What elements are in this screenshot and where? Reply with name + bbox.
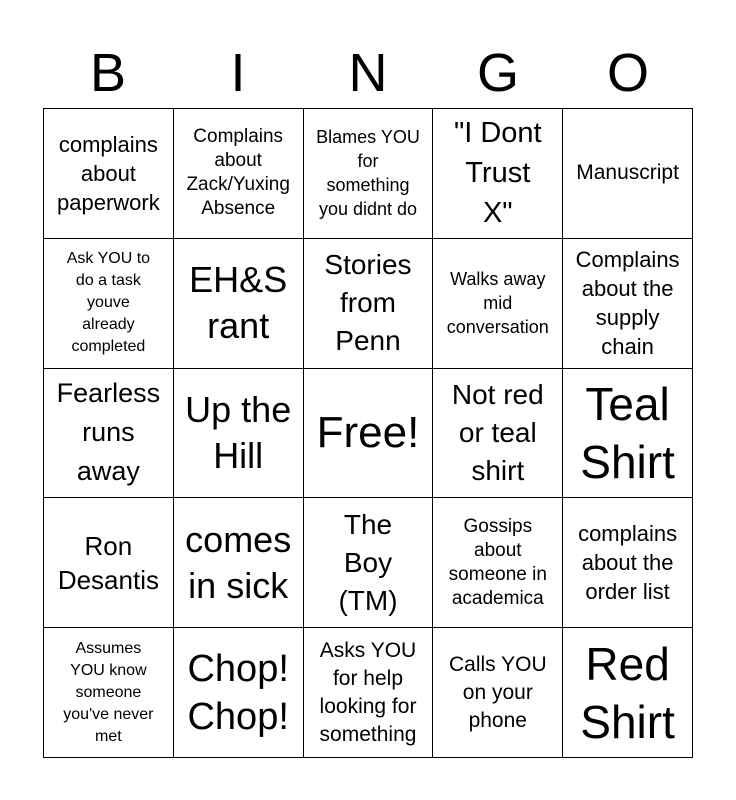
cell-text: Chop! Chop! — [187, 647, 289, 738]
cell-text: Stories from Penn — [324, 249, 412, 357]
bingo-cell[interactable] — [174, 369, 304, 499]
header-letter-o: O — [606, 43, 649, 103]
cell-text: Teal Shirt — [580, 377, 675, 488]
header-letter-g: G — [476, 43, 519, 103]
bingo-card — [43, 108, 693, 758]
bingo-cell[interactable] — [304, 239, 434, 369]
bingo-cell[interactable] — [174, 628, 304, 758]
header-letter-i: I — [230, 43, 246, 103]
bingo-cell[interactable] — [44, 369, 174, 499]
cell-text: Up the Hill — [185, 388, 292, 476]
bingo-cell[interactable] — [563, 498, 693, 628]
cell-text: Asks YOU for help looking for something — [319, 638, 417, 746]
cell-text: Complains about Zack/Yuxing Absence — [186, 126, 290, 220]
cell-text: Calls YOU on your phone — [448, 652, 547, 732]
bingo-cell[interactable] — [433, 498, 563, 628]
cell-text: Ron Desantis — [57, 530, 159, 595]
cell-text: Assumes YOU know someone you've never met — [63, 639, 154, 745]
bingo-cell[interactable] — [174, 239, 304, 369]
cell-text: Walks away mid conversation — [446, 269, 549, 338]
header-letter-b: B — [89, 43, 127, 103]
cell-text: complains about paperwork — [57, 131, 160, 215]
bingo-cell[interactable] — [563, 369, 693, 499]
bingo-cell[interactable] — [304, 369, 434, 499]
cell-text: Manuscript — [576, 161, 679, 185]
bingo-cell[interactable] — [433, 369, 563, 499]
bingo-cell[interactable] — [174, 498, 304, 628]
bingo-cell[interactable] — [304, 628, 434, 758]
bingo-cell[interactable] — [44, 628, 174, 758]
cell-text: Free! — [316, 407, 420, 457]
cell-text: "I Dont Trust X" — [453, 117, 542, 230]
bingo-cell[interactable] — [433, 109, 563, 239]
bingo-cell[interactable] — [44, 239, 174, 369]
bingo-header — [43, 38, 693, 108]
cell-text: Red Shirt — [580, 637, 675, 748]
cell-text: Complains about the supply chain — [575, 247, 680, 360]
bingo-cell[interactable] — [174, 109, 304, 239]
bingo-cell[interactable] — [433, 239, 563, 369]
header-letter-n: N — [348, 43, 388, 103]
cell-text: complains about the order list — [578, 521, 678, 605]
cell-text: comes in sick — [185, 518, 292, 606]
bingo-cell[interactable] — [563, 628, 693, 758]
bingo-cell[interactable] — [563, 239, 693, 369]
cell-text: Ask YOU to do a task youve already completed — [66, 250, 151, 356]
bingo-cell[interactable] — [304, 498, 434, 628]
cell-text: EH&S rant — [189, 259, 288, 347]
cell-text: Not red or teal shirt — [451, 378, 544, 486]
bingo-cell[interactable] — [563, 109, 693, 239]
cell-text: The Boy (TM) — [338, 508, 398, 616]
cell-text: Gossips about someone in academica — [448, 515, 547, 609]
cell-text: Blames YOU for something you didnt do — [316, 127, 420, 220]
bingo-cell[interactable] — [304, 109, 434, 239]
cell-text: Fearless runs away — [56, 378, 161, 487]
bingo-cell[interactable] — [44, 109, 174, 239]
bingo-cell[interactable] — [433, 628, 563, 758]
bingo-cell[interactable] — [44, 498, 174, 628]
